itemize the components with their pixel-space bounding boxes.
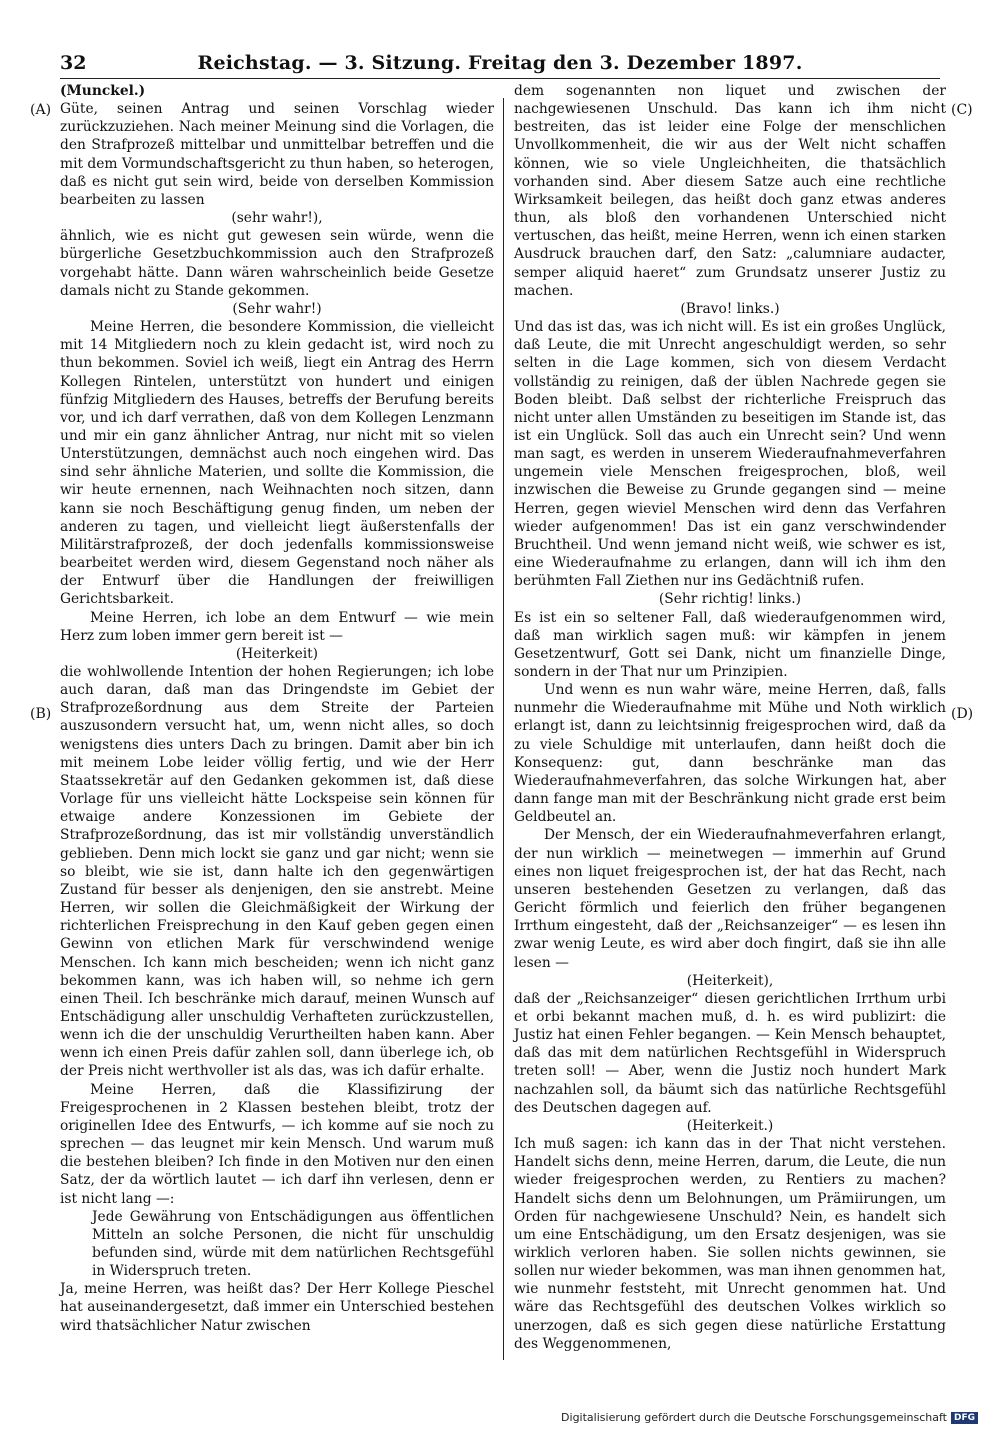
paragraph: Meine Herren, daß die Klassifizirung der Freigesprochenen in 2 Klassen bestehen bleibt, trotz der originellen Idee des Entwurfs, — ich komme auf sie noch zu sprechen — das leugnet mir kein Mensch. Und warum muß die bestehen bleiben? Ich finde in den Motiven nur den einen Satz, der da wörtlich lautet — ich darf ihn verlesen, denn er ist nicht lang —: [60,1081,494,1207]
column-divider [503,98,504,1360]
paragraph: daß der „Reichsanzeiger“ diesen gerichtlichen Irrthum urbi et orbi bekannt machen muß, d. h. es wird publizirt: die Justiz hat einen Fehler begangen. — Kein Mensch behauptet, daß das mit dem natürlichen Rechtsgefühl in Widerspruch treten soll! — Aber, wenn die Justiz noch hundert Mark nachzahlen soll, da bäumt sich das natürliche Rechtsgefühl des Deutschen dagegen auf. [514,990,946,1116]
paragraph: Der Mensch, der ein Wiederaufnahmeverfahren erlangt, der nun wirklich — meinetwegen — immerhin auf Grund eines non liquet freigesprochen ist, der hat das Recht, nach unseren bestehenden Gesetzen zu verlangen, daß das Gericht förmlich und feierlich den früher begangenen Irrthum eingesteht, daß der „Reichsanzeiger“ — es lesen ihn zwar wenig Leute, es wird aber doch fingirt, daß sie ihn alle lesen — [514,827,946,971]
right-column [514,82,946,1353]
speaker-name: (Munckel.) [60,83,146,99]
paragraph: Und das ist das, was ich nicht will. Es ist ein großes Unglück, daß Leute, die mit Unrecht angeschuldigt werden, so sehr selten in die Lage kommen, sich von diesem Verdacht vollständig zu reinigen, daß der üblen Nachrede gegen sie Boden bleibt. Daß selbst der richterliche Freispruch das nicht unter allen Umständen zu beseitigen im Stande ist, das ist ein Unglück. Soll das auch ein Unrecht sein? Und wenn man sagt, es werden in unserem Wiederaufnahmeverfahren ungemein viele Menschen freigesprochen, bloß, weil inzwischen die Beweise zu Grunde gegangen sind — meine Herren, gegen wieviel Menschen wird denn das Verfahren wieder aufgenommen! Das ist ein ganz verschwindender Bruchtheil. Und wenn jemand nicht weiß, wie schwer es ist, eine Wiederaufnahme zu erlangen, dann will ich ihm den berühmten Fall Ziethen nur ins Gedächtniß rufen. [514,319,946,590]
margin-letter-a: (A) [30,102,52,118]
paragraph: Ich muß sagen: ich kann das in der That nicht verstehen. Handelt sichs denn, meine Herren, darum, die Leute, die nun wieder freigesprochen werden, zu Rentiers zu machen? Handelt sichs denn um Belohnungen, um Prämiirungen, um Orden für nachgewiesene Unschuld? Nein, es handelt sich um eine Entschädigung, um den Ersatz desjenigen, was sie wirklich verloren haben. Sie sollen nichts gewinnen, sie sollen nur wieder bekommen, was man ihnen genommen hat, wie nunmehr feststeht, mit Unrecht genommen hat. Und wäre das Rechtsgefühl des deutschen Volkes wirklich so unerzogen, daß es sich gegen diese natürliche Erstattung des Weggenommenen, [514,1136,946,1352]
margin-letter-c: (C) [951,102,973,118]
interjection: (Heiterkeit), [686,972,774,989]
paragraph: Güte, seinen Antrag und seinen Vorschlag wieder zurückzuziehen. Nach meiner Meinung sind die Vorlagen, die den Strafprozeß mittelbar und unmittelbar betreffen und die mit dem Vormundschaftsgericht zu thun haben, so heterogen, daß es nicht gut sein wird, beide von derselben Kommission bearbeiten zu lassen [60,101,494,208]
header-rule [60,78,940,79]
paragraph: Es ist ein so seltener Fall, daß wiederaufgenommen wird, daß man wirklich sagen muß: wir kämpfen in jenem Gesetzentwurf, Gott sei Dank, nicht um finanzielle Dinge, sondern in der That nur um Prinzipien. [514,609,946,680]
paragraph: Und wenn es nun wahr wäre, meine Herren, daß, falls nunmehr die Wiederaufnahme mit Mühe und Noth wirklich erlangt ist, dann zu leichtsinnig freigesprochen wird, daß da zu viele Schuldige mit unterlaufen, dann heißt doch die Konsequenz: gut, dann beschränke man das Wiederaufnahmeverfahren, das solche Wirkungen hat, aber dann fange man mit der Beschränkung nicht grade erst beim Geldbeutel an. [514,682,946,826]
quotation: Jede Gewährung von Entschädigungen aus öffentlichen Mitteln an solche Personen, die nicht für unschuldig befunden sind, würde mit dem natürlichen Rechtsgefühl in Widerspruch treten. [92,1208,494,1280]
dfg-logo: DFG [951,1412,978,1424]
footer [561,1411,978,1424]
interjection: (sehr wahr!), [231,210,323,227]
interjection: (Heiterkeit) [235,645,319,662]
paragraph: Meine Herren, ich lobe an dem Entwurf — wie mein Herz zum loben immer gern bereit ist — [60,609,494,644]
paragraph: Meine Herren, die besondere Kommission, die vielleicht mit 14 Mitgliedern noch zu klein gedacht ist, wird noch zu thun bekommen. Soviel ich weiß, liegt ein Antrag des Herrn Kollegen Rintelen, unterstützt von hundert und einigen fünfzig Mitgliedern des Hauses, betreffs der Berufung bereits vor, und ich darf verrathen, daß von dem Kollegen Lenzmann und mir ein ganz ähnlicher Antrag, nur nicht mit so vielen Unterstützungen, demnächst auch noch eingehen wird. Das sind sehr ähnliche Materien, und sollte die Kommission, die wir heute ernennen, nach Weihnachten noch sitzen, dann kann sie noch Beschäftigung genug finden, um neben der anderen zu tagen, und vielleicht liegt äußerstenfalls der Militärstrafprozeß, der doch jedenfalls kommissionsweise bearbeitet werden wird, diesem Gegenstand noch näher als der Entwurf über die Handlungen der freiwilligen Gerichtsbarkeit. [60,319,494,608]
margin-letter-d: (D) [951,706,974,722]
footer-text: Digitalisierung gefördert durch die Deutsche Forschungsgemeinschaft [561,1411,947,1424]
paragraph: Ja, meine Herren, was heißt das? Der Herr Kollege Pieschel hat auseinandergesetzt, daß immer ein Unterschied bestehen wird thatsächlicher Natur zwischen [60,1281,494,1334]
interjection: (Heiterkeit.) [686,1117,774,1134]
interjection: (Bravo! links.) [680,300,780,317]
left-column [60,82,494,1335]
margin-letter-b: (B) [30,706,52,722]
paragraph: ähnlich, wie es nicht gut gewesen sein würde, wenn die bürgerliche Gesetzbuchkommission auch den Strafprozeß vorgehabt hätte. Dann wären wahrscheinlich beide Gesetze damals nicht zu Stande gekommen. [60,228,494,299]
paragraph: dem sogenannten non liquet und zwischen der nachgewiesenen Unschuld. Das kann ich ihm nicht bestreiten, das ist leider eine Folge der menschlichen Unvollkommenheit, die wir aus der Welt nicht schaffen können, wie so viele Ungleichheiten, die thatsächlich vorhanden sind. Aber diesem Satze auch eine rechtliche Wirksamkeit beilegen, das heißt doch ganz etwas anderes thun, als bloß den vorhandenen Unterschied nicht vertuschen, das heißt, meine Herren, wenn ich einen starken Ausdruck brauchen darf, den Satz: „calumniare audacter, semper aliquid haeret“ zum Grundsatz unserer Justiz zu machen. [514,83,946,299]
interjection: (Sehr wahr!) [232,300,322,317]
running-header [60,52,940,78]
running-title: Reichstag. — 3. Sitzung. Freitag den 3. Dezember 1897. [197,52,803,74]
paragraph: die wohlwollende Intention der hohen Regierungen; ich lobe auch daran, daß man das Dringendste im Gebiet der Strafprozeßordnung aus dem Streite der Parteien auszusondern versucht hat, um, wenn nicht alles, so doch wenigstens dies unters Dach zu bringen. Damit aber bin ich mit meinem Lobe leider völlig fertig, und wie der Herr Staatssekretär auf den Gedanken gekommen ist, daß diese Vorlage für uns vielleicht hätte Lockspeise sein können für etwaige andere Konzessionen im Gebiete der Strafprozeßordnung, das ist mir vollständig unverständlich geblieben. Denn mich lockt sie ganz und gar nicht; wenn sie so bleibt, wie sie ist, dann halte ich den gegenwärtigen Zustand für besser als denjenigen, den sie anstrebt. Meine Herren, wir sollen die Gleichmäßigkeit der Wirkung der richterlichen Freisprechung in den Kauf geben gegen einen Gewinn von etlichen Mark für verschwindend wenige Menschen. Ich kann mich bescheiden; wenn ich nicht ganz bekommen kann, was ich haben will, so nehme ich gern einen Theil. Ich beschränke mich darauf, meinen Wunsch auf Entschädigung aller unschuldig Verhafteten zurückzustellen, wenn ich die der unschuldig Verurtheilten haben kann. Aber wenn ich einen Preis dafür zahlen soll, dann überlege ich, ob der Preis nicht werthvoller ist als das, was ich dafür erhalte. [60,664,494,1080]
page-number: 32 [60,52,87,74]
interjection: (Sehr richtig! links.) [658,591,802,608]
